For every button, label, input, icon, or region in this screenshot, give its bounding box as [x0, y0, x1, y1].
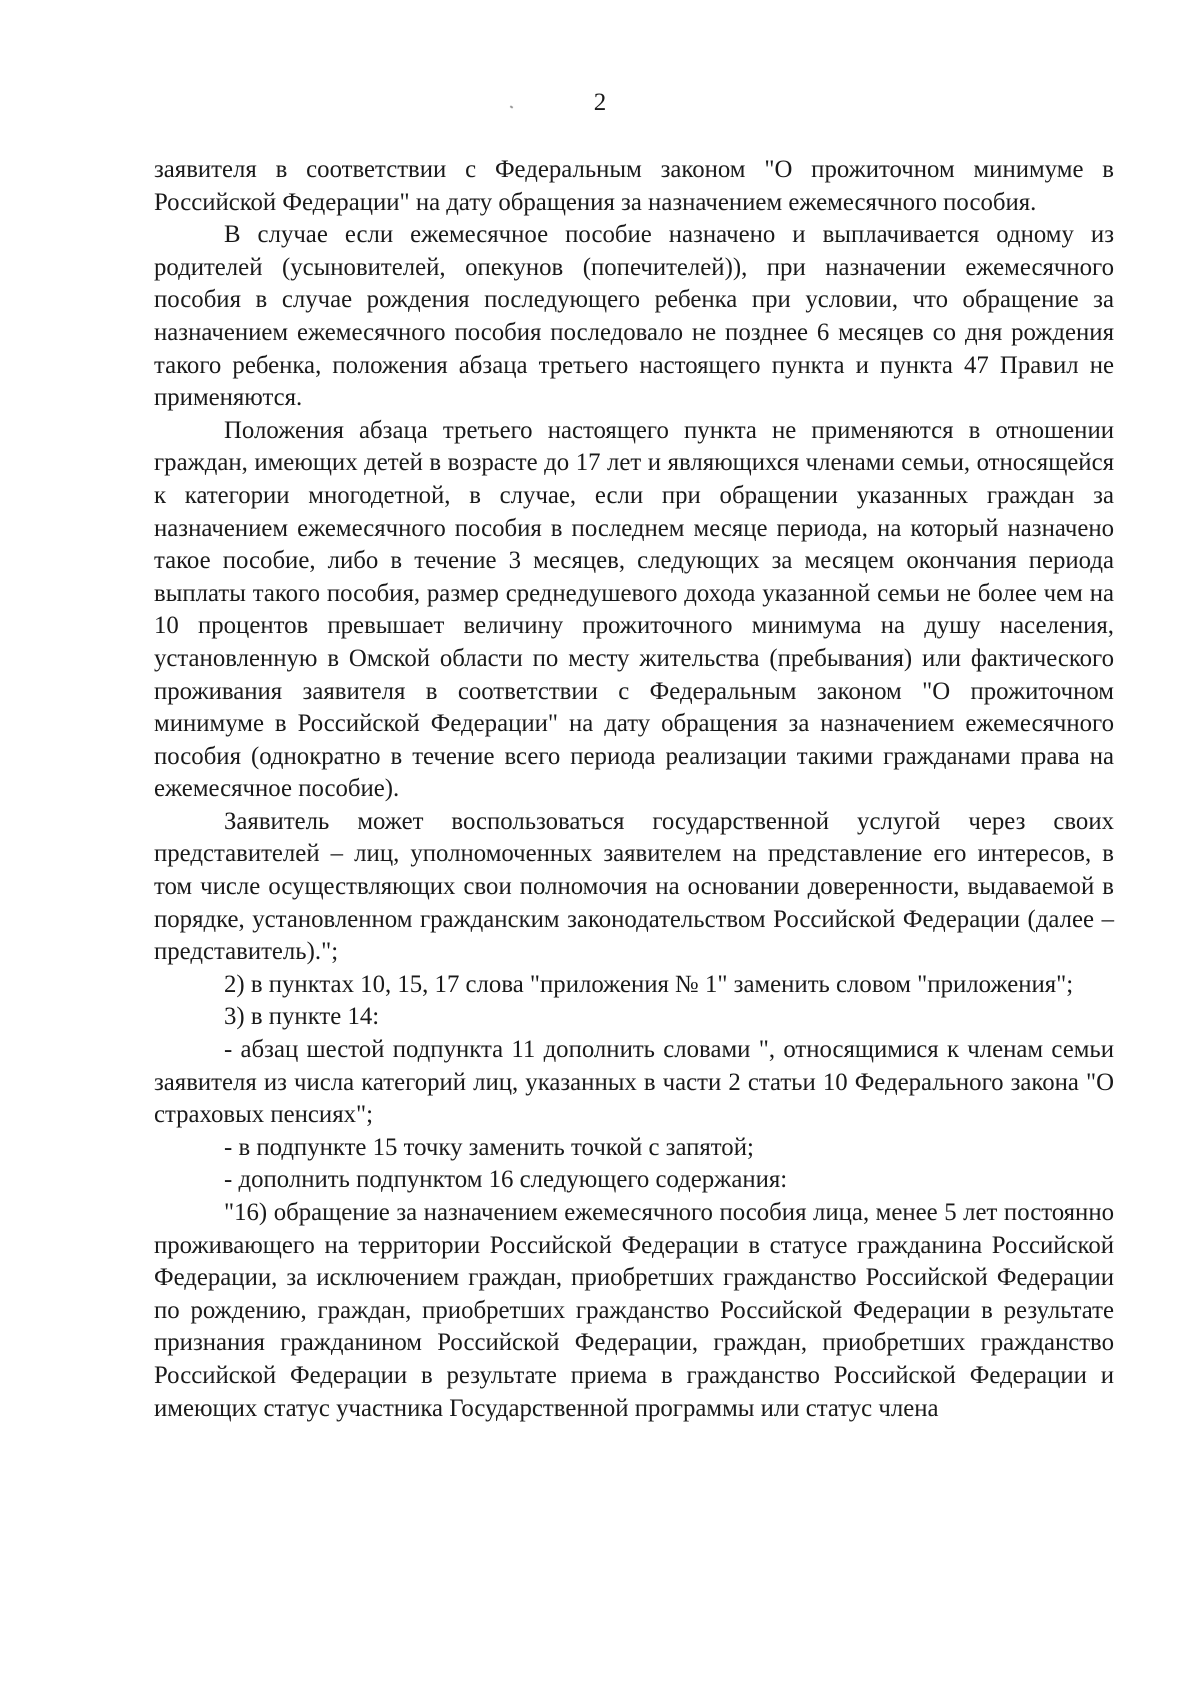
paragraph-3: Положения абзаца третьего настоящего пункта не применяются в отношении граждан, имеющих детей в возрасте до 17 лет и являющихся членами семьи, относящейся к категории многодетной, в случае, если при обращении указанных граждан за назначением ежемесячного пособия в последнем месяце периода, на который назначено такое пособие, либо в течение 3 месяцев, следующих за месяцем окончания периода выплаты такого пособия, размер среднедушевого дохода указанной семьи не более чем на 10 процентов превышает величину прожиточного минимума на душу населения, установленную в Омской области по месту жительства (пребывания) или фактического проживания заявителя в соответствии с Федеральным законом "О прожиточном минимуме в Российской Федерации" на дату обращения за назначением ежемесячного пособия (однократно в течение всего периода реализации такими гражданами права на ежемесячное пособие). — [154, 416, 1114, 803]
paragraph-7: - абзац шестой подпункта 11 дополнить словами ", относящимися к членам семьи заявителя из числа категорий лиц, указанных в части 2 статьи 10 Федерального закона "О страховых пенсиях"; — [154, 1036, 1114, 1129]
paragraph-1: заявителя в соответствии с Федеральным законом "О прожиточном минимуме в Российской Федерации" на дату обращения за назначением ежемесячного пособия. — [154, 156, 1114, 216]
paragraph-5: 2) в пунктах 10, 15, 17 слова "приложения № 1" заменить словом "приложения"; — [224, 970, 1074, 998]
document-body — [154, 154, 1114, 1425]
paragraph-9: - дополнить подпунктом 16 следующего содержания: — [224, 1166, 788, 1194]
page-number: 2 — [593, 89, 607, 116]
paragraph-6: 3) в пункте 14: — [224, 1003, 380, 1031]
paragraph-10: "16) обращение за назначением ежемесячного пособия лица, менее 5 лет постоянно проживающего на территории Российской Федерации в статусе гражданина Российской Федерации, за исключением граждан, приобретших гражданство Российской Федерации по рождению, граждан, приобретших гражданство Российской Федерации в результате признания гражданином Российской Федерации, граждан, приобретших гражданство Российской Федерации в результате приема в гражданство Российской Федерации и имеющих статус участника Государственной программы или статус члена — [154, 1199, 1114, 1422]
paragraph-8: - в подпункте 15 точку заменить точкой с запятой; — [224, 1133, 754, 1161]
paragraph-2: В случае если ежемесячное пособие назначено и выплачивается одному из родителей (усыновителей, опекунов (попечителей)), при назначении ежемесячного пособия в случае рождения последующего ребенка при условии, что обращение за назначением ежемесячного пособия последовало не позднее 6 месяцев со дня рождения такого ребенка, положения абзаца третьего настоящего пункта и пункта 47 Правил не применяются. — [154, 221, 1114, 412]
paragraph-4: Заявитель может воспользоваться государственной услугой через своих представителей – лиц, уполномоченных заявителем на представление его интересов, в том числе осуществляющих свои полномочия на основании доверенности, выдаваемой в порядке, установленном гражданским законодательством Российской Федерации (далее – представитель)."; — [154, 807, 1114, 966]
